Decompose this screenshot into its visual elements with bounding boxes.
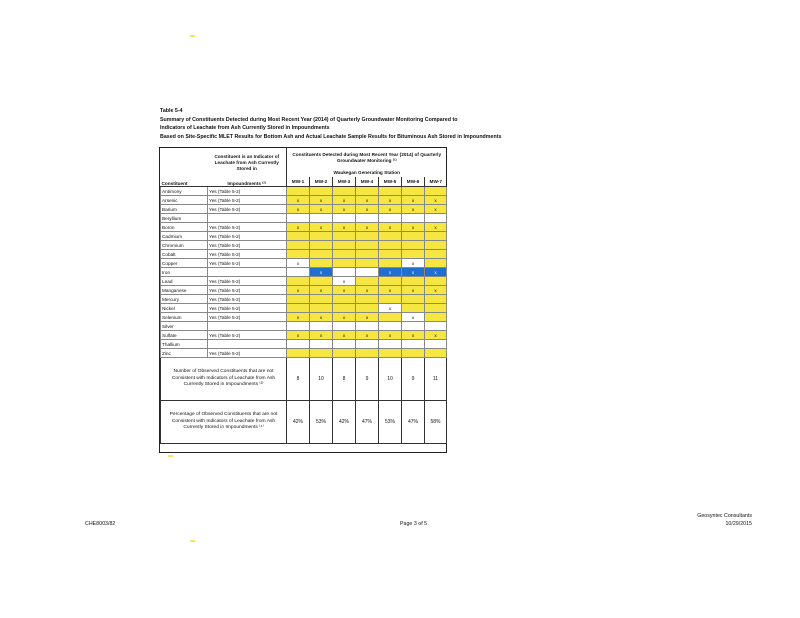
impoundments-col-header: Impoundments ⁽²⁾ (208, 177, 287, 187)
table-row (161, 214, 447, 223)
detection-cell (402, 241, 425, 250)
detection-cell: x (310, 205, 333, 214)
table-row (161, 331, 447, 340)
detection-cell (425, 232, 447, 241)
detection-cell (310, 322, 333, 331)
caption-line-1: Summary of Constituents Detected during Most Recent Year (2014) of Quarterly Groundwater Monitoring Compared to (160, 116, 458, 123)
detection-cell (287, 232, 310, 241)
station-header: Waukegan Generating Station (287, 168, 447, 177)
detection-cell: x (333, 205, 356, 214)
summary-value: 10 (379, 358, 402, 401)
detection-cell: x (356, 223, 379, 232)
constituent-name: Manganese (161, 286, 208, 295)
detection-cell (356, 232, 379, 241)
table-row (161, 349, 447, 358)
detection-cell (379, 214, 402, 223)
detection-cell (333, 187, 356, 196)
summary-value: 42% (287, 401, 310, 444)
detection-cell (379, 232, 402, 241)
detection-cell (310, 277, 333, 286)
detection-cell (310, 295, 333, 304)
detection-cell (287, 277, 310, 286)
detected-header: Constituents Detected during Most Recent Year (2014) of Quarterly Groundwater Monitoring ⁽¹⁾ (287, 148, 447, 168)
table-row (161, 295, 447, 304)
indicator-value: Yes (Table 5-2) (208, 241, 287, 250)
detection-cell: x (333, 331, 356, 340)
detection-cell (402, 214, 425, 223)
detection-cell: x (287, 205, 310, 214)
detection-cell (356, 214, 379, 223)
indicator-value: Yes (Table 5-2) (208, 196, 287, 205)
detection-cell: x (379, 286, 402, 295)
detection-cell: x (287, 313, 310, 322)
caption-line-2: Indicators of Leachate from Ash Currently Stored in Impoundments (160, 125, 330, 131)
detection-cell (356, 259, 379, 268)
detection-cell (402, 322, 425, 331)
table-row (161, 196, 447, 205)
indicator-value (208, 268, 287, 277)
summary-row (161, 358, 447, 401)
detection-cell: x (402, 205, 425, 214)
detection-cell (333, 268, 356, 277)
detection-cell (310, 304, 333, 313)
detection-cell: x (379, 205, 402, 214)
scan-speck (168, 455, 173, 457)
detection-cell (402, 250, 425, 259)
constituent-name: Barium (161, 205, 208, 214)
constituent-name: Arsenic (161, 196, 208, 205)
detection-cell (379, 250, 402, 259)
detection-cell (333, 214, 356, 223)
constituent-name: Sulfate (161, 331, 208, 340)
table-row (161, 241, 447, 250)
detection-cell (379, 277, 402, 286)
detection-cell (402, 340, 425, 349)
table-row (161, 268, 447, 277)
indicator-value: Yes (Table 5-2) (208, 259, 287, 268)
detection-cell (379, 322, 402, 331)
summary-value: 47% (402, 401, 425, 444)
indicator-header: Constituent is an Indicator of Leachate from Ash Currently Stored in (214, 153, 280, 171)
indicator-value: Yes (Table 5-2) (208, 286, 287, 295)
document-date: 10/29/2015 (725, 521, 752, 527)
detection-cell: x (356, 205, 379, 214)
detection-cell: x (425, 205, 447, 214)
detection-cell: x (379, 331, 402, 340)
detection-cell: x (425, 331, 447, 340)
detection-cell (287, 250, 310, 259)
detection-cell (402, 349, 425, 358)
summary-value: 58% (425, 401, 447, 444)
summary-value: 11 (425, 358, 447, 401)
detection-cell (425, 322, 447, 331)
detection-cell: x (310, 286, 333, 295)
table-row (161, 340, 447, 349)
detection-cell: x (333, 277, 356, 286)
detection-cell (356, 250, 379, 259)
detection-cell (333, 250, 356, 259)
indicator-value: Yes (Table 5-2) (208, 223, 287, 232)
detection-cell (379, 295, 402, 304)
detection-cell (425, 241, 447, 250)
document-id: CHE8003/82 (85, 521, 116, 527)
detection-cell (310, 187, 333, 196)
detection-cell (333, 322, 356, 331)
detection-cell: x (425, 268, 447, 277)
detection-cell: x (310, 196, 333, 205)
detection-cell (425, 214, 447, 223)
detection-cell: x (333, 286, 356, 295)
table-row (161, 232, 447, 241)
detection-cell: x (287, 259, 310, 268)
detection-cell (310, 349, 333, 358)
detection-cell (333, 232, 356, 241)
table-row (161, 313, 447, 322)
detection-cell (333, 259, 356, 268)
indicator-value (208, 322, 287, 331)
table-row (161, 304, 447, 313)
detection-cell (425, 277, 447, 286)
detection-cell: x (287, 331, 310, 340)
detection-cell (333, 349, 356, 358)
detection-cell (310, 250, 333, 259)
summary-value: 8 (333, 358, 356, 401)
indicator-value: Yes (Table 5-2) (208, 250, 287, 259)
company-name: Geosyntec Consultants (697, 513, 752, 519)
detection-cell (425, 295, 447, 304)
page-number: Page 3 of 5 (400, 521, 428, 527)
detection-cell: x (333, 196, 356, 205)
detection-cell (379, 241, 402, 250)
detection-cell (333, 295, 356, 304)
detection-cell (425, 304, 447, 313)
constituent-name: Lead (161, 277, 208, 286)
detection-cell: x (333, 313, 356, 322)
detection-cell: x (356, 331, 379, 340)
detection-cell: x (425, 286, 447, 295)
indicator-value: Yes (Table 5-2) (208, 205, 287, 214)
detection-cell: x (402, 313, 425, 322)
caption-line-3: Based on Site-Specific MLET Results for Bottom Ash and Actual Leachate Sample Results for Bituminous Ash Stored in Impoundments (160, 133, 502, 140)
detection-cell (425, 259, 447, 268)
detection-cell (287, 295, 310, 304)
table-row (161, 187, 447, 196)
detection-cell (379, 187, 402, 196)
summary-label: Number of Observed Constituents that are not Consistent with Indicators of Leachate from Ash Currently Stored in Impoundments ⁽³⁾ (161, 358, 287, 401)
detection-cell: x (402, 196, 425, 205)
detection-cell (287, 322, 310, 331)
summary-value: 9 (356, 358, 379, 401)
constituent-name: Chromium (161, 241, 208, 250)
table-row (161, 250, 447, 259)
summary-value: 42% (333, 401, 356, 444)
summary-value: 10 (310, 358, 333, 401)
table-row (161, 223, 447, 232)
detection-cell: x (379, 304, 402, 313)
detection-cell: x (379, 268, 402, 277)
summary-value: 9 (402, 358, 425, 401)
scan-speck (190, 35, 195, 37)
constituent-name: Beryllium (161, 214, 208, 223)
detection-cell (356, 349, 379, 358)
summary-row (161, 401, 447, 444)
well-header: MW-6 (402, 177, 425, 187)
detection-cell (425, 250, 447, 259)
detection-cell: x (425, 196, 447, 205)
table-row (161, 259, 447, 268)
detection-cell (379, 340, 402, 349)
indicator-value: Yes (Table 5-2) (208, 295, 287, 304)
consultant-block (660, 512, 752, 528)
constituent-name: Silver (161, 322, 208, 331)
indicator-value: Yes (Table 5-2) (208, 277, 287, 286)
detection-cell: x (402, 259, 425, 268)
detection-cell: x (425, 223, 447, 232)
well-header: MW-1 (287, 177, 310, 187)
indicator-value: Yes (Table 5-2) (208, 232, 287, 241)
detection-cell (402, 187, 425, 196)
constituent-col-header: Constituent (161, 177, 208, 187)
constituent-name: Boron (161, 223, 208, 232)
detection-cell (425, 349, 447, 358)
detection-cell (333, 241, 356, 250)
indicator-value: Yes (Table 5-2) (208, 313, 287, 322)
constituent-name: Copper (161, 259, 208, 268)
table-number: Table 5-4 (160, 108, 183, 114)
constituent-name: Mercury (161, 295, 208, 304)
detection-cell: x (379, 196, 402, 205)
detection-cell (287, 241, 310, 250)
detection-cell (333, 340, 356, 349)
detection-cell (425, 187, 447, 196)
detection-cell (425, 340, 447, 349)
well-header: MW-3 (333, 177, 356, 187)
well-header: MW-7 (425, 177, 447, 187)
summary-label: Percentage of Observed Constituents that are not Consistent with Indicators of Leachate from Ash Currently Stored in Impoundments ⁽⁴⁾ (161, 401, 287, 444)
detection-cell: x (356, 313, 379, 322)
detection-cell (310, 232, 333, 241)
constituent-name: Zinc (161, 349, 208, 358)
table-caption (160, 107, 720, 141)
detection-cell (402, 232, 425, 241)
indicator-value: Yes (Table 5-2) (208, 187, 287, 196)
detection-cell (402, 304, 425, 313)
detection-cell (333, 304, 356, 313)
constituent-name: Selenium (161, 313, 208, 322)
detection-cell (287, 268, 310, 277)
constituent-name: Antimony (161, 187, 208, 196)
detection-cell: x (310, 268, 333, 277)
detection-cell (379, 349, 402, 358)
detection-cell: x (287, 196, 310, 205)
detection-cell (379, 259, 402, 268)
detection-cell (356, 187, 379, 196)
indicator-value: Yes (Table 5-2) (208, 331, 287, 340)
detection-cell (310, 340, 333, 349)
detection-cell (379, 313, 402, 322)
table-row (161, 277, 447, 286)
table-row (161, 322, 447, 331)
constituent-name: Iron (161, 268, 208, 277)
well-header: MW-2 (310, 177, 333, 187)
detection-cell (287, 214, 310, 223)
detection-cell: x (356, 286, 379, 295)
well-header: MW-4 (356, 177, 379, 187)
detection-cell: x (310, 313, 333, 322)
detection-cell (310, 214, 333, 223)
detection-cell: x (402, 331, 425, 340)
detection-cell (356, 304, 379, 313)
summary-value: 47% (356, 401, 379, 444)
detection-cell (356, 241, 379, 250)
detection-cell: x (402, 223, 425, 232)
summary-value: 53% (379, 401, 402, 444)
indicator-value (208, 214, 287, 223)
detection-cell: x (310, 331, 333, 340)
indicator-value (208, 340, 287, 349)
scan-speck (190, 540, 195, 542)
detection-cell (310, 259, 333, 268)
summary-value: 8 (287, 358, 310, 401)
detection-cell (287, 304, 310, 313)
detection-cell: x (379, 223, 402, 232)
table-row (161, 205, 447, 214)
detection-cell: x (287, 223, 310, 232)
detection-cell (402, 295, 425, 304)
detection-cell (356, 268, 379, 277)
constituents-table (159, 147, 447, 453)
indicator-value: Yes (Table 5-2) (208, 304, 287, 313)
detection-cell (356, 295, 379, 304)
table-row (161, 286, 447, 295)
detection-cell (287, 349, 310, 358)
well-header: MW-5 (379, 177, 402, 187)
constituent-name: Cadmium (161, 232, 208, 241)
detection-cell: x (402, 268, 425, 277)
detection-cell: x (402, 286, 425, 295)
indicator-value: Yes (Table 5-2) (208, 349, 287, 358)
detection-cell: x (287, 286, 310, 295)
detection-cell (402, 277, 425, 286)
summary-value: 53% (310, 401, 333, 444)
detection-cell (425, 313, 447, 322)
detection-cell (287, 340, 310, 349)
constituent-name: Nickel (161, 304, 208, 313)
constituent-name: Thallium (161, 340, 208, 349)
detection-cell (356, 322, 379, 331)
detection-cell (310, 241, 333, 250)
detection-cell (287, 187, 310, 196)
detection-cell (356, 277, 379, 286)
detection-cell: x (310, 223, 333, 232)
constituent-name: Cobalt (161, 250, 208, 259)
detection-cell: x (333, 223, 356, 232)
detection-cell (356, 340, 379, 349)
detection-cell: x (356, 196, 379, 205)
